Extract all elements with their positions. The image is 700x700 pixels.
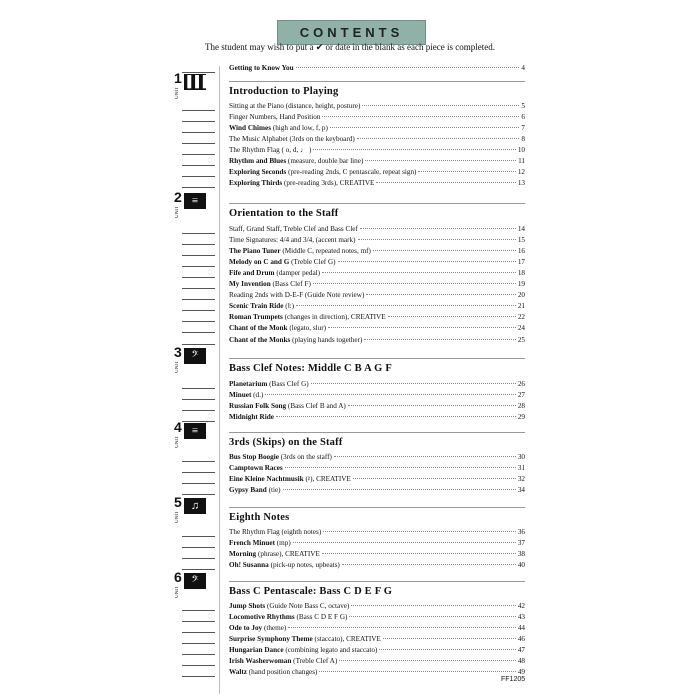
page-number: 5: [521, 102, 525, 110]
dot-leader: [349, 616, 515, 617]
piece-description: (‖:): [283, 302, 295, 311]
piece-description: Reading 2nds with D-E-F (Guide Note review): [229, 291, 365, 300]
unit-label: UNIT: [175, 511, 180, 523]
dot-leader: [288, 627, 516, 628]
completion-blank[interactable]: [182, 110, 215, 111]
dot-leader: [366, 294, 515, 295]
dot-leader: [362, 105, 519, 106]
toc-entry: [229, 63, 525, 74]
dot-leader: [313, 283, 516, 284]
dot-leader: [358, 239, 516, 240]
page-number: 43: [517, 613, 525, 622]
piece-description: (theme): [262, 624, 287, 633]
piece-title: Minuet: [229, 391, 252, 400]
piece-description: (phrase), CREATIVE: [256, 550, 320, 559]
completion-blank[interactable]: [182, 187, 215, 188]
section-divider: [229, 203, 525, 204]
piece-title: Chant of the Monks: [229, 335, 291, 344]
completion-blank[interactable]: [182, 132, 215, 133]
page-number: 8: [521, 135, 525, 144]
toc-entry: [229, 538, 525, 549]
page-number: 47: [517, 646, 525, 655]
unit-number: 5: [174, 494, 182, 510]
piece-description: Sitting at the Piano (distance, height, posture): [229, 102, 361, 110]
toc-entry: [229, 560, 525, 571]
unit-number: 3: [174, 344, 182, 360]
completion-blank[interactable]: [182, 494, 215, 495]
toc-entry: [229, 167, 525, 178]
piece-title: Exploring Seconds: [229, 168, 287, 177]
toc-entry: [229, 645, 525, 656]
dot-leader: [365, 160, 516, 161]
unit-label: UNIT: [175, 361, 180, 373]
unit-checklist-column: [174, 66, 220, 694]
toc-entry: [229, 527, 525, 538]
dot-leader: [334, 456, 516, 457]
piece-title: Wind Chimes: [229, 124, 272, 133]
dot-leader: [322, 116, 519, 117]
completion-blank[interactable]: [182, 255, 215, 256]
page-number: 44: [517, 624, 525, 633]
unit-label: UNIT: [175, 586, 180, 598]
dot-leader: [383, 638, 516, 639]
toc-entry: [229, 452, 525, 463]
page-number: 11: [518, 157, 525, 166]
toc-entry: [229, 235, 525, 246]
page-number: 42: [517, 602, 525, 610]
completion-blank[interactable]: [182, 244, 215, 245]
toc-entry: [229, 612, 525, 623]
piece-title: Fife and Drum: [229, 269, 275, 278]
completion-blank[interactable]: [182, 154, 215, 155]
completion-blank[interactable]: [182, 676, 215, 677]
page-number: 18: [517, 269, 525, 278]
piece-title: Planetarium: [229, 380, 268, 388]
page-number: 32: [517, 475, 525, 484]
page-number: 27: [517, 391, 525, 400]
piece-title: Gypsy Band: [229, 486, 267, 495]
page-number: 22: [517, 313, 525, 322]
dot-leader: [388, 316, 516, 317]
toc-entry: [229, 623, 525, 634]
toc-entry: [229, 634, 525, 645]
toc-entry: [229, 246, 525, 257]
piece-title: Waltz: [229, 668, 247, 677]
unit-number: 2: [174, 189, 182, 205]
toc-entry: [229, 112, 525, 123]
unit-heading: 3rds (Skips) on the Staff: [229, 437, 343, 448]
page-number: 38: [517, 550, 525, 559]
completion-blank[interactable]: [182, 321, 215, 322]
toc-entry: [229, 279, 525, 290]
piece-title: Surprise Symphony Theme: [229, 635, 313, 644]
completion-blank[interactable]: [182, 569, 215, 570]
dot-leader: [418, 171, 515, 172]
bass-clef-icon: 𝄢: [184, 348, 206, 364]
completion-blank[interactable]: [182, 233, 215, 234]
page-number: 12: [517, 168, 525, 177]
piece-title: Morning: [229, 550, 257, 559]
piece-description: (combining legato and staccato): [283, 646, 378, 655]
dot-leader: [360, 228, 516, 229]
section-divider: [229, 81, 525, 82]
piece-description: (playing hands together): [290, 335, 363, 344]
completion-blank[interactable]: [182, 176, 215, 177]
toc-entry: [229, 101, 525, 112]
piece-title: French Minuet: [229, 539, 275, 548]
subtitle-instructions: The student may wish to put a ✔ or date in the blank as each piece is completed.: [205, 42, 495, 52]
dot-leader: [379, 649, 515, 650]
piece-title: Getting to Know You: [229, 64, 294, 72]
toc-entry: [229, 401, 525, 412]
piece-description: Finger Numbers, Hand Position: [229, 113, 321, 122]
toc-entry: [229, 123, 525, 134]
completion-blank[interactable]: [182, 288, 215, 289]
page-number: 14: [517, 225, 525, 233]
piece-description: (changes in direction), CREATIVE: [282, 313, 386, 322]
page-number: 16: [517, 247, 525, 256]
toc-entry: [229, 335, 525, 346]
completion-blank[interactable]: [182, 310, 215, 311]
piece-description: (damper pedal): [274, 269, 321, 278]
dot-leader: [276, 416, 516, 417]
dot-leader: [322, 272, 516, 273]
piece-description: (high and low, f, p): [271, 124, 328, 133]
piece-title: Scenic Train Ride: [229, 302, 284, 311]
toc-entry: [229, 156, 525, 167]
completion-blank[interactable]: [182, 277, 215, 278]
toc-entry: [229, 549, 525, 560]
page-number: 34: [517, 486, 525, 495]
piece-title: Midnight Ride: [229, 413, 274, 422]
page-number: 21: [517, 302, 525, 311]
toc-entry: [229, 379, 525, 390]
unit-label: UNIT: [175, 206, 180, 218]
piece-description: The Rhythm Flag (eighth notes): [229, 528, 322, 536]
unit-heading: Eighth Notes: [229, 512, 290, 523]
piece-description: (Treble Clef A): [291, 657, 338, 666]
dot-leader: [338, 261, 516, 262]
dot-leader: [323, 531, 516, 532]
page-number: 13: [517, 179, 525, 188]
unit-heading: Orientation to the Staff: [229, 208, 339, 219]
page-number: 40: [517, 561, 525, 570]
piece-description: Staff, Grand Staff, Treble Clef and Bass Clef: [229, 225, 358, 233]
completion-blank[interactable]: [182, 654, 215, 655]
dot-leader: [342, 564, 516, 565]
page-number: 28: [517, 402, 525, 411]
piece-description: (tie): [266, 486, 281, 495]
dot-leader: [296, 305, 516, 306]
piece-description: (staccato), CREATIVE: [312, 635, 381, 644]
completion-blank[interactable]: [182, 299, 215, 300]
piece-title: Chant of the Monk: [229, 324, 288, 333]
page-number: 37: [517, 539, 525, 548]
page-number: 19: [517, 280, 525, 289]
dot-leader: [265, 394, 515, 395]
completion-blank[interactable]: [182, 461, 215, 462]
completion-blank[interactable]: [182, 410, 215, 411]
piece-title: Ode to Joy: [229, 624, 263, 633]
toc-entry: [229, 301, 525, 312]
toc-entry: [229, 485, 525, 496]
dot-leader: [364, 339, 515, 340]
piece-description: The Rhythm Flag ( o, d, ♩ ): [229, 146, 312, 155]
completion-blank[interactable]: [182, 399, 215, 400]
page-number: 36: [517, 528, 525, 536]
completion-blank[interactable]: [182, 472, 215, 473]
piece-title: Oh! Susanna: [229, 561, 269, 570]
completion-blank[interactable]: [182, 632, 215, 633]
page-number: 48: [517, 657, 525, 666]
piece-description: (measure, double bar line): [286, 157, 364, 166]
completion-blank[interactable]: [182, 388, 215, 389]
piece-description: (pick-up notes, upbeats): [268, 561, 340, 570]
piece-title: Irish Washerwoman: [229, 657, 292, 666]
unit-number: 6: [174, 569, 182, 585]
completion-blank[interactable]: [182, 165, 215, 166]
piece-title: Rhythm and Blues: [229, 157, 287, 166]
piece-description: (Bass Clef B and A): [286, 402, 346, 411]
page-number: 24: [517, 324, 525, 333]
keyboard-icon: ▐▐▐: [183, 76, 207, 88]
toc-entry: [229, 290, 525, 301]
piece-description: (legato, slur): [287, 324, 327, 333]
page-number: 6: [521, 113, 525, 122]
toc-entry: [229, 257, 525, 268]
piece-title: Roman Trumpets: [229, 313, 283, 322]
section-divider: [229, 507, 525, 508]
completion-blank[interactable]: [182, 610, 215, 611]
page-number: 31: [517, 464, 525, 473]
dot-leader: [330, 127, 520, 128]
completion-blank[interactable]: [182, 643, 215, 644]
dot-leader: [351, 605, 515, 606]
piece-title: Jump Shots: [229, 602, 266, 610]
piece-title: Locomotive Rhythms: [229, 613, 295, 622]
toc-entry: [229, 178, 525, 189]
piece-description: (Bass Clef F): [270, 280, 311, 289]
dot-leader: [328, 327, 516, 328]
completion-blank[interactable]: [182, 665, 215, 666]
contents-title: CONTENTS: [277, 20, 426, 45]
dot-leader: [319, 671, 515, 672]
completion-blank[interactable]: [182, 266, 215, 267]
toc-entry: [229, 145, 525, 156]
completion-blank[interactable]: [182, 536, 215, 537]
completion-blank[interactable]: [182, 483, 215, 484]
staff-icon: ≡: [184, 193, 206, 209]
unit-label: UNIT: [175, 87, 180, 99]
page-number: 25: [517, 335, 525, 344]
piece-description: (pre-reading 2nds, C pentascale, repeat sign): [286, 168, 417, 177]
piece-description: (Bass Clef G): [267, 380, 309, 388]
bass-pentascale-icon: 𝄢: [184, 573, 206, 589]
piece-title: Hungarian Dance: [229, 646, 284, 655]
piece-title: Exploring Thirds: [229, 179, 283, 188]
dot-leader: [296, 67, 520, 68]
completion-blank[interactable]: [182, 121, 215, 122]
unit-heading: Bass C Pentascale: Bass C D E F G: [229, 586, 393, 597]
completion-blank[interactable]: [182, 421, 215, 422]
toc-entry: [229, 601, 525, 612]
page-number: 4: [521, 64, 525, 72]
completion-blank[interactable]: [182, 547, 215, 548]
eighth-notes-icon: ♫: [184, 498, 206, 514]
completion-blank[interactable]: [182, 332, 215, 333]
unit-number: 4: [174, 419, 182, 435]
piece-title: Eine Kleine Nachtmusik: [229, 475, 304, 484]
toc-entry: [229, 667, 525, 678]
toc-entry: [229, 656, 525, 667]
page-number: 20: [517, 291, 525, 300]
completion-blank[interactable]: [182, 143, 215, 144]
toc-entry: [229, 134, 525, 145]
piece-title: Camptown Races: [229, 464, 283, 473]
piece-description: (Middle C, repeated notes, mf): [280, 247, 371, 256]
section-divider: [229, 358, 525, 359]
piece-description: (Guide Note Bass C, octave): [265, 602, 350, 610]
dot-leader: [376, 182, 515, 183]
piece-description: The Music Alphabet (3rds on the keyboard): [229, 135, 355, 144]
dot-leader: [293, 542, 516, 543]
toc-entry: [229, 463, 525, 474]
piece-title: My Invention: [229, 280, 271, 289]
piece-description: Time Signatures: 4/4 and 3/4, (accent mark): [229, 236, 356, 245]
piece-description: (d.): [251, 391, 264, 400]
dot-leader: [339, 660, 516, 661]
piece-description: (pre-reading 3rds), CREATIVE: [282, 179, 375, 188]
page-number: 29: [517, 413, 525, 422]
piece-description: (3rds on the staff): [278, 453, 332, 461]
piece-title: Bus Stop Boogie: [229, 453, 279, 461]
toc-entry: [229, 323, 525, 334]
unit-number: 1: [174, 70, 182, 86]
unit-label: UNIT: [175, 436, 180, 448]
completion-blank[interactable]: [182, 558, 215, 559]
page-number: 17: [517, 258, 525, 267]
page-number: 26: [517, 380, 525, 388]
dot-leader: [311, 383, 516, 384]
dot-leader: [353, 478, 516, 479]
dot-leader: [373, 250, 516, 251]
dot-leader: [283, 489, 516, 490]
section-divider: [229, 581, 525, 582]
dot-leader: [322, 553, 516, 554]
completion-blank[interactable]: [182, 72, 215, 73]
toc-entry: [229, 312, 525, 323]
staff-skips-icon: ≡: [184, 423, 206, 439]
catalog-number: FF1205: [501, 676, 526, 683]
section-divider: [229, 432, 525, 433]
piece-title: Melody on C and G: [229, 258, 290, 267]
piece-description: (hand position changes): [246, 668, 318, 677]
page-number: 10: [517, 146, 525, 155]
toc-entry: [229, 224, 525, 235]
toc-entry: [229, 268, 525, 279]
piece-description: (Treble Clef G): [289, 258, 336, 267]
toc-entry: [229, 474, 525, 485]
dot-leader: [348, 405, 516, 406]
page-number: 46: [517, 635, 525, 644]
page-number: 7: [521, 124, 525, 133]
piece-description: (𝄽), CREATIVE: [303, 475, 351, 484]
piece-title: The Piano Tuner: [229, 247, 281, 256]
piece-description: (Bass C D E F G): [294, 613, 348, 622]
dot-leader: [313, 149, 515, 150]
page-number: 30: [517, 453, 525, 461]
toc-entry: [229, 412, 525, 423]
unit-heading: Bass Clef Notes: Middle C B A G F: [229, 363, 392, 374]
page-number: 15: [517, 236, 525, 245]
dot-leader: [285, 467, 516, 468]
toc-entry: [229, 390, 525, 401]
page-number: 49: [517, 668, 525, 677]
unit-heading: Introduction to Playing: [229, 86, 339, 97]
completion-blank[interactable]: [182, 344, 215, 345]
completion-blank[interactable]: [182, 621, 215, 622]
dot-leader: [357, 138, 520, 139]
piece-title: Russian Folk Song: [229, 402, 287, 411]
piece-description: (mp): [274, 539, 291, 548]
